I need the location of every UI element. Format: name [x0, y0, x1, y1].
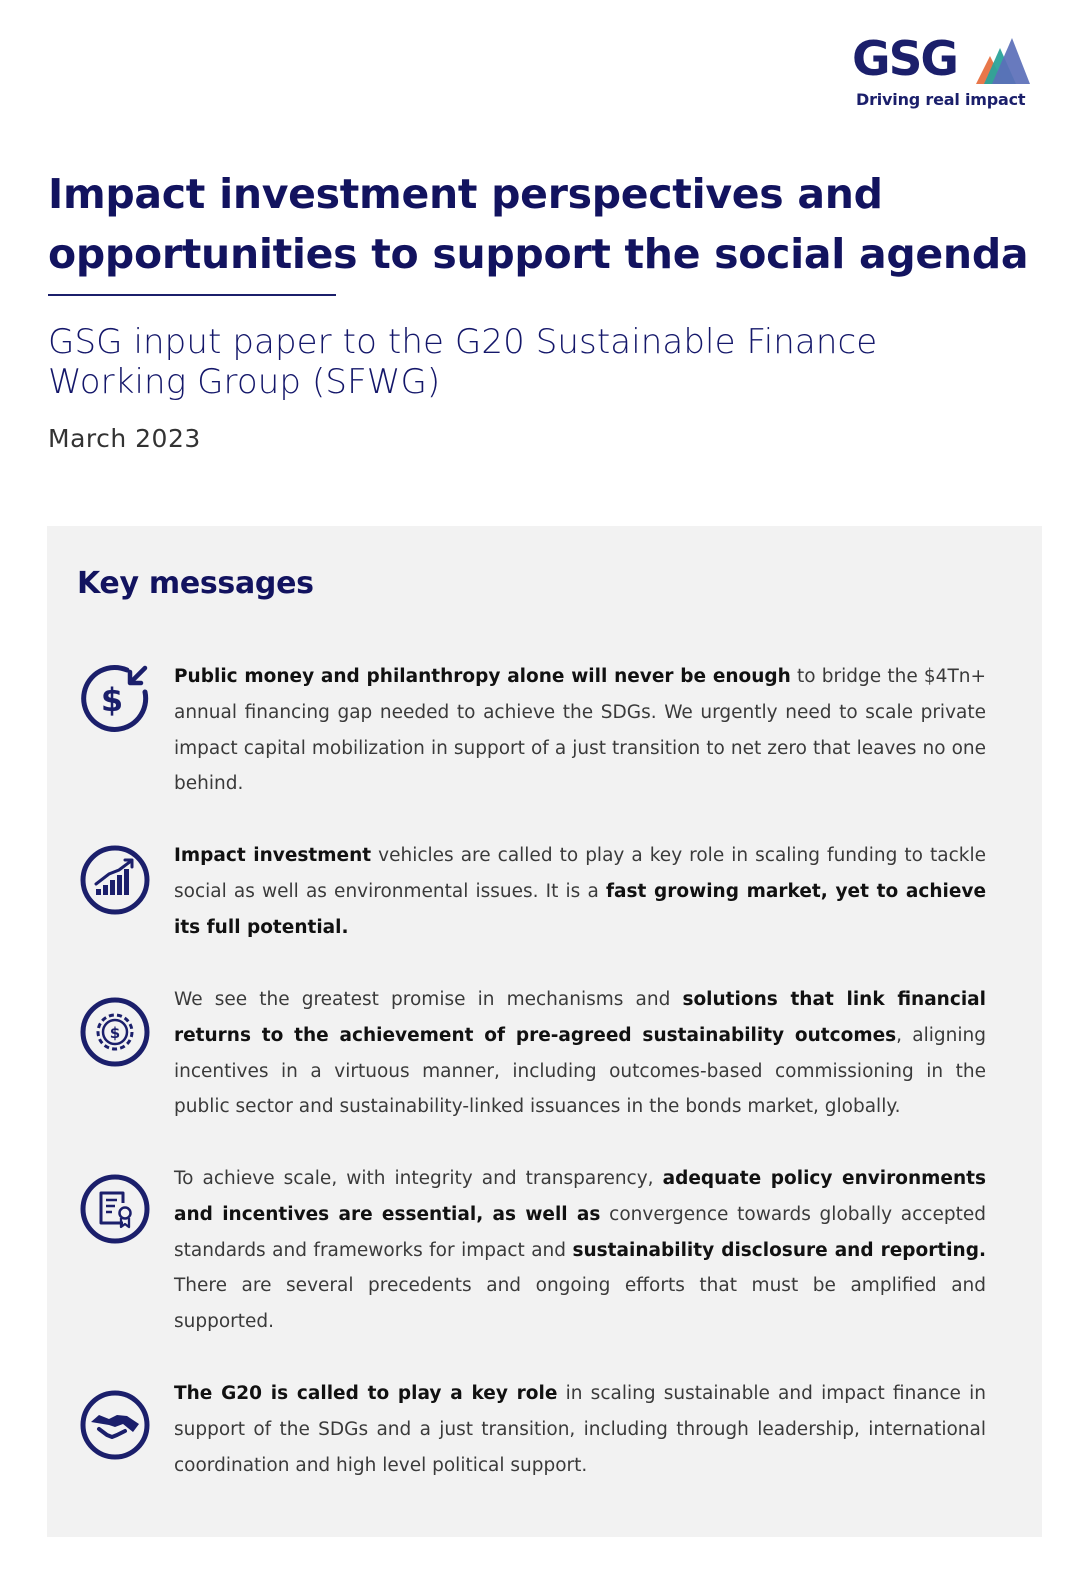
- publication-date: March 2023: [48, 424, 201, 453]
- logo-triangle-icon: [970, 34, 1032, 86]
- key-message-4-segment: There are several precedents and ongoing efforts that must be amplified and supported.: [174, 1275, 986, 1333]
- key-message-4-segment: To achieve scale, with integrity and transparency,: [174, 1168, 663, 1189]
- key-message-2-segment: fast growing market, yet to achieve its full potential.: [174, 880, 986, 938]
- key-message-4-segment: convergence towards globally accepted standards and frameworks for impact and: [174, 1203, 986, 1261]
- key-message-5: [174, 1376, 986, 1483]
- key-message-3: [174, 982, 986, 1125]
- growth-chart-icon: [79, 844, 151, 916]
- key-message-4-segment: adequate policy environments and incentives are essential, as well as: [174, 1168, 987, 1225]
- key-message-4-segment: sustainability disclosure and reporting.: [572, 1239, 986, 1261]
- subtitle: [48, 322, 1008, 402]
- svg-text:$: $: [109, 1024, 121, 1042]
- page-title-line-2: opportunities to support the social agenda: [48, 230, 1029, 278]
- key-message-2: [174, 838, 986, 945]
- key-message-1: [174, 659, 986, 802]
- page-title-line-1: Impact investment perspectives and: [48, 170, 883, 218]
- key-message-5-segment: The G20 is called to play a key role: [174, 1383, 558, 1404]
- key-message-2-segment: vehicles are called to play a key role in scaling funding to tackle social as well as environmental issues. It is a: [174, 845, 987, 902]
- dollar-arrow-icon: [79, 662, 151, 734]
- key-message-3-segment: solutions that link financial returns to the achievement of pre-agreed sustainability outcomes: [174, 989, 986, 1046]
- key-message-3-segment: We see the greatest promise in mechanisms and: [174, 989, 683, 1010]
- title-divider: [48, 294, 336, 296]
- certificate-icon: [79, 1173, 151, 1245]
- subtitle-line-1: GSG input paper to the G20 Sustainable Finance: [48, 322, 878, 362]
- gear-dollar-icon: [79, 996, 151, 1068]
- svg-text:$: $: [100, 681, 124, 719]
- key-messages-panel: [47, 526, 1042, 1537]
- key-message-1-segment: Public money and philanthropy alone will never be enough: [174, 666, 791, 687]
- page-title: [48, 164, 1048, 284]
- key-message-4: [174, 1161, 986, 1340]
- gsg-logo: [852, 30, 1034, 116]
- subtitle-line-2: Working Group (SFWG): [48, 362, 441, 402]
- key-messages-heading: Key messages: [77, 566, 314, 601]
- logo-tagline: Driving real impact: [856, 90, 1026, 109]
- handshake-icon: [79, 1389, 151, 1461]
- key-message-5-segment: in scaling sustainable and impact finance in support of the SDGs and a just transition, including through leadership, international coordination and high level political support.: [174, 1383, 987, 1476]
- key-message-3-segment: , aligning incentives in a virtuous manner, including outcomes-based commissioning in the public sector and sustainability-linked issuances in the bonds market, globally.: [174, 1024, 986, 1118]
- key-message-2-segment: Impact investment: [174, 845, 372, 866]
- key-message-1-segment: to bridge the $4Tn+ annual financing gap needed to achieve the SDGs. We urgently need to scale private impact capital mobilization in support of a just transition to net zero that leaves no one behind.: [174, 666, 986, 795]
- logo-wordmark: GSG: [852, 32, 958, 87]
